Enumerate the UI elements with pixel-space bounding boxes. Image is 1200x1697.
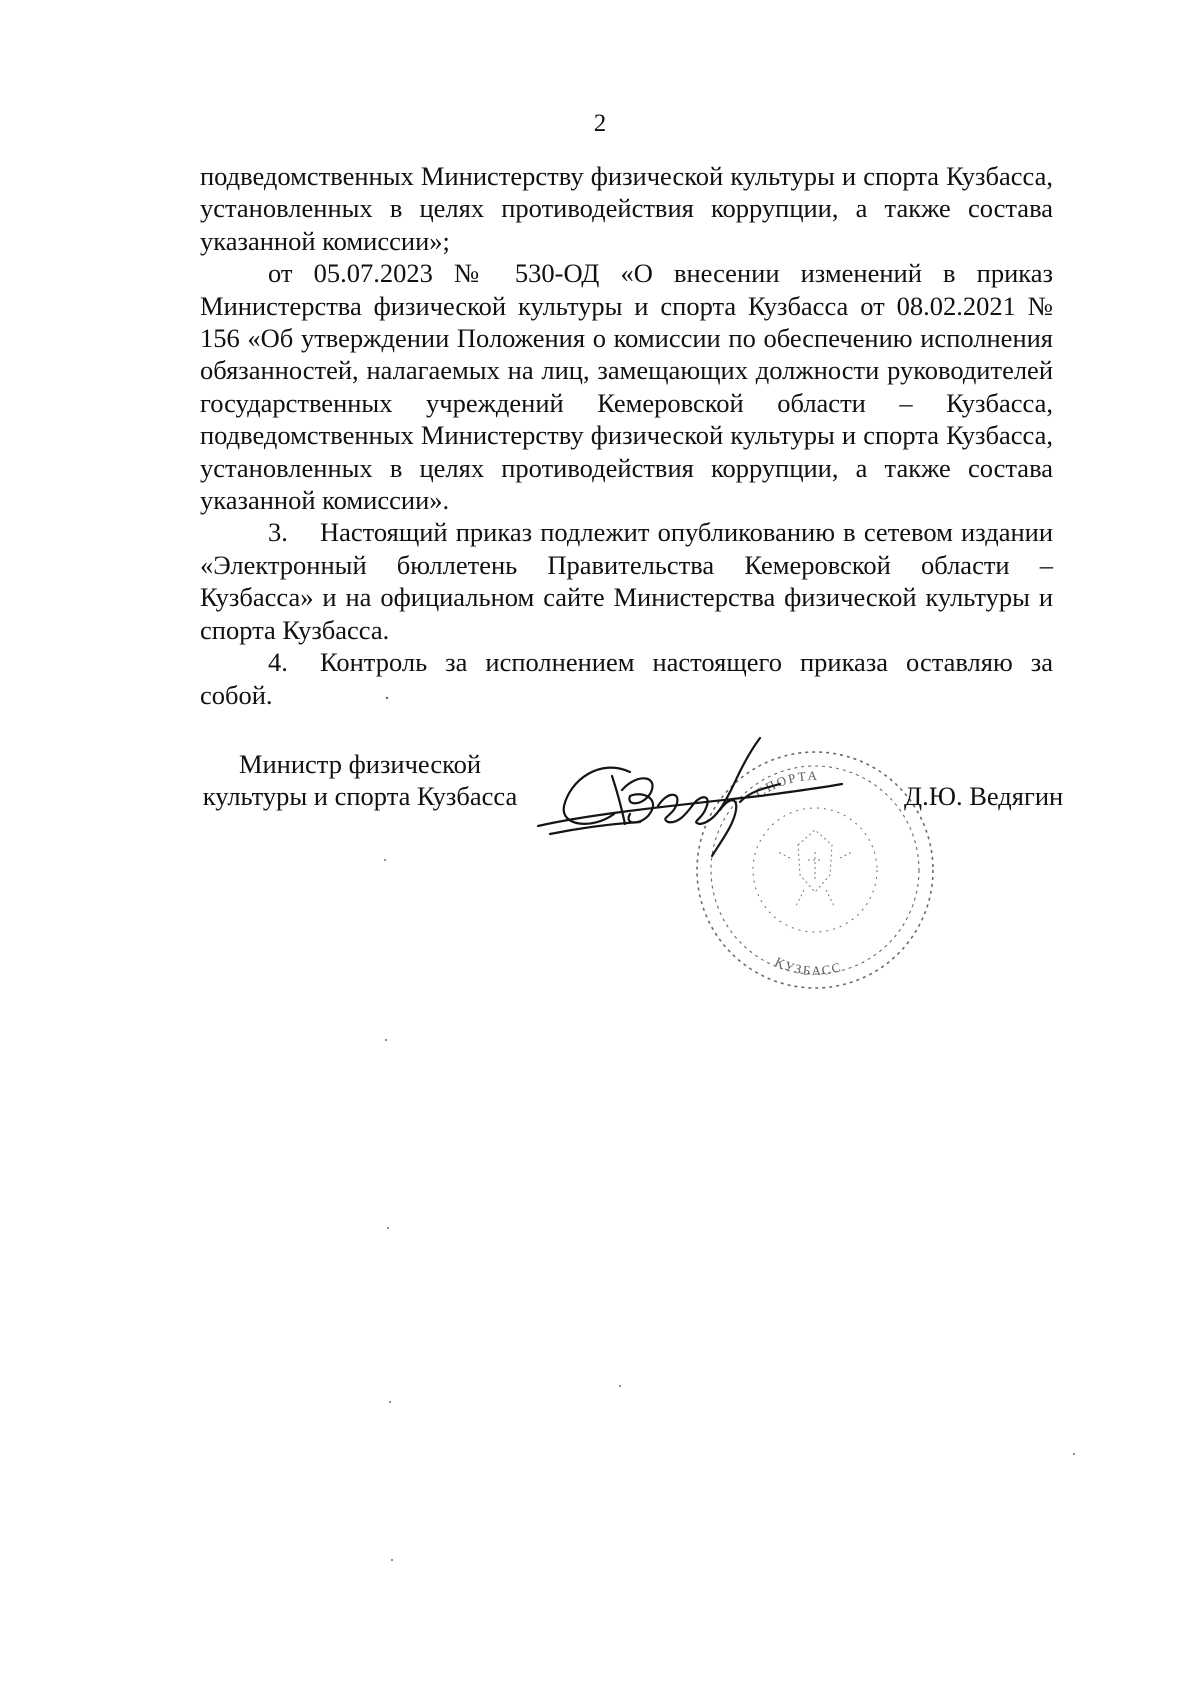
item-number-4: 4. bbox=[268, 647, 288, 678]
item-3-text: Настоящий приказ подлежит опубликованию в сетевом издании «Электронный бюллетень Правительства Кемеровской области – Кузбасса» и на официальном сайте Министерства физической культуры и спорта Кузбасса. bbox=[200, 517, 1053, 645]
paragraph-item-3 bbox=[200, 516, 1053, 646]
item-4-text: Контроль за исполнением настоящего приказа оставляю за собой. bbox=[200, 647, 1053, 710]
signature-block bbox=[0, 740, 1200, 1000]
signer-name: Д.Ю. Ведягин bbox=[904, 781, 1064, 811]
signer-position-line-2: культуры и спорта Кузбасса bbox=[202, 781, 518, 812]
item-number-3: 3. bbox=[268, 517, 288, 548]
paragraph-item-4 bbox=[200, 646, 1053, 711]
signer-position-line-1: Министр физической bbox=[238, 749, 482, 779]
paragraph-continuation: подведомственных Министерству физической культуры и спорта Кузбасса, установленных в целях противодействия коррупции, а также состава указанной комиссии»; bbox=[200, 161, 1053, 256]
stamp-text-top: СПОРТА bbox=[752, 767, 820, 801]
page-number: 2 bbox=[593, 110, 607, 137]
stamp-text-bottom: КУЗБАСС bbox=[772, 953, 844, 979]
handwritten-signature bbox=[530, 710, 870, 860]
paragraph-order-amendment: от 05.07.2023 № 530-ОД «О внесении изменений в приказ Министерства физической культуры и спорта Кузбасса от 08.02.2021 № 156 «Об утверждении Положения о комиссии по обеспечению исполнения обязанностей, налагаемых на лиц, замещающих должности руководителей государственных учреждений Кемеровской области – Кузбасса, подведомственных Министерству физической культуры и спорта Кузбасса, установленных в целях противодействия коррупции, а также состава указанной комиссии». bbox=[200, 258, 1053, 516]
signer-position bbox=[195, 748, 525, 813]
document-body bbox=[200, 160, 1053, 711]
